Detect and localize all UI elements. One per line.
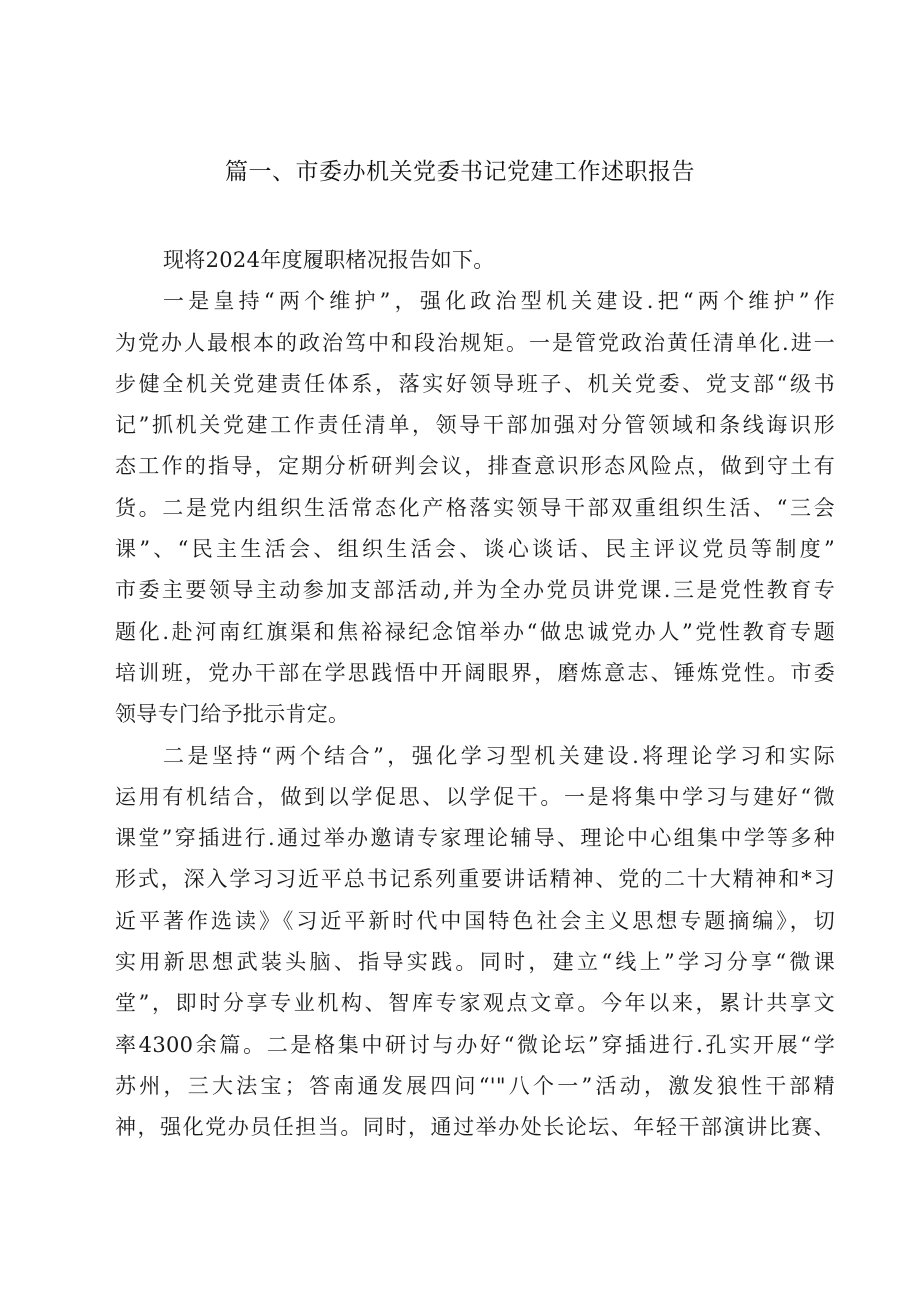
paragraph-line: 步健全机关党建责任体系，落实好领导班子、机关党委、党支部“级书 — [115, 371, 835, 396]
paragraph-line: 记”抓机关党建工作责任清单，领导干部加强对分管领域和条线诲识形 — [115, 413, 835, 438]
paragraph-line: 题化.赴河南红旗渠和焦裕禄纪念馆举办“做忠诚党办人”党性教育专题 — [115, 619, 835, 644]
paragraph-line: 领导专门给予批示肯定。 — [115, 702, 350, 727]
paragraph-line: 态工作的指导，定期分析研判会议，排查意识形态风险点，做到守土有 — [115, 454, 835, 479]
paragraph-line: 近平著作选读》《习近平新时代中国特色社会主义思想专题摘编》，切 — [115, 908, 835, 933]
paragraph-line: 现将2024年度履职楮况报告如下。 — [163, 248, 495, 272]
paragraph-line: 二是坚持“两个结合”，强化学习型机关建设.将理论学习和实际 — [163, 743, 835, 768]
paragraph-line: 培训班，党办干部在学思践悟中开阔眼界，磨炼意志、锤炼党性。市委 — [115, 660, 835, 685]
paragraph-line: 课”、“民主生活会、组织生活会、谈心谈话、民主评议党员等制度” — [115, 537, 835, 562]
paragraph-line: 货。二是党内组织生活常态化产格落实领导干部双重组织生活、“三会 — [115, 495, 835, 520]
paragraph-line: 苏州，三大法宝；答南通发展四问“'"八个一”活动，激发狼性干部精 — [115, 1073, 835, 1098]
paragraph-line: 运用有机结合，做到以学促思、以学促干。一是将集中学习与建好“微 — [115, 784, 835, 809]
paragraph-line: 课堂”穿插进行.通过举办邀请专家理论辅导、理论中心组集中学等多种 — [115, 826, 835, 851]
paragraph-line: 神，强化党办员任担当。同时，通过举办处长论坛、年轻干部演讲比赛、 — [115, 1115, 835, 1140]
paragraph-line: 一是皇持“两个维护”，强化政治型机关建设.把“两个维护”作 — [163, 289, 835, 314]
paragraph-line: 市委主要领导主动参加支部活动,并为全办党员讲党课.三是党性教育专 — [115, 578, 835, 603]
document-title: 篇一、市委办机关党委书记党建工作述职报告 — [225, 159, 695, 185]
paragraph-line: 率4300余篇。二是格集中研讨与办好“微论坛”穿插进行.孔实开展“学 — [115, 1032, 835, 1057]
document-body — [115, 240, 835, 1149]
paragraph-line: 实用新思想武装头脑、指导实践。同时，建立“线上”学习分享“微课 — [115, 950, 835, 975]
paragraph-line: 形式，深入学习习近平总书记系列重要讲话精神、党的二十大精神和*习 — [115, 867, 835, 892]
paragraph-line: 为党办人最根本的政治笃中和段治规矩。一是管党政治黄任清单化.进一 — [115, 330, 835, 355]
paragraph-line: 堂”，即时分享专业机构、智库专家观点文章。今年以来，累计共享文 — [115, 991, 835, 1016]
